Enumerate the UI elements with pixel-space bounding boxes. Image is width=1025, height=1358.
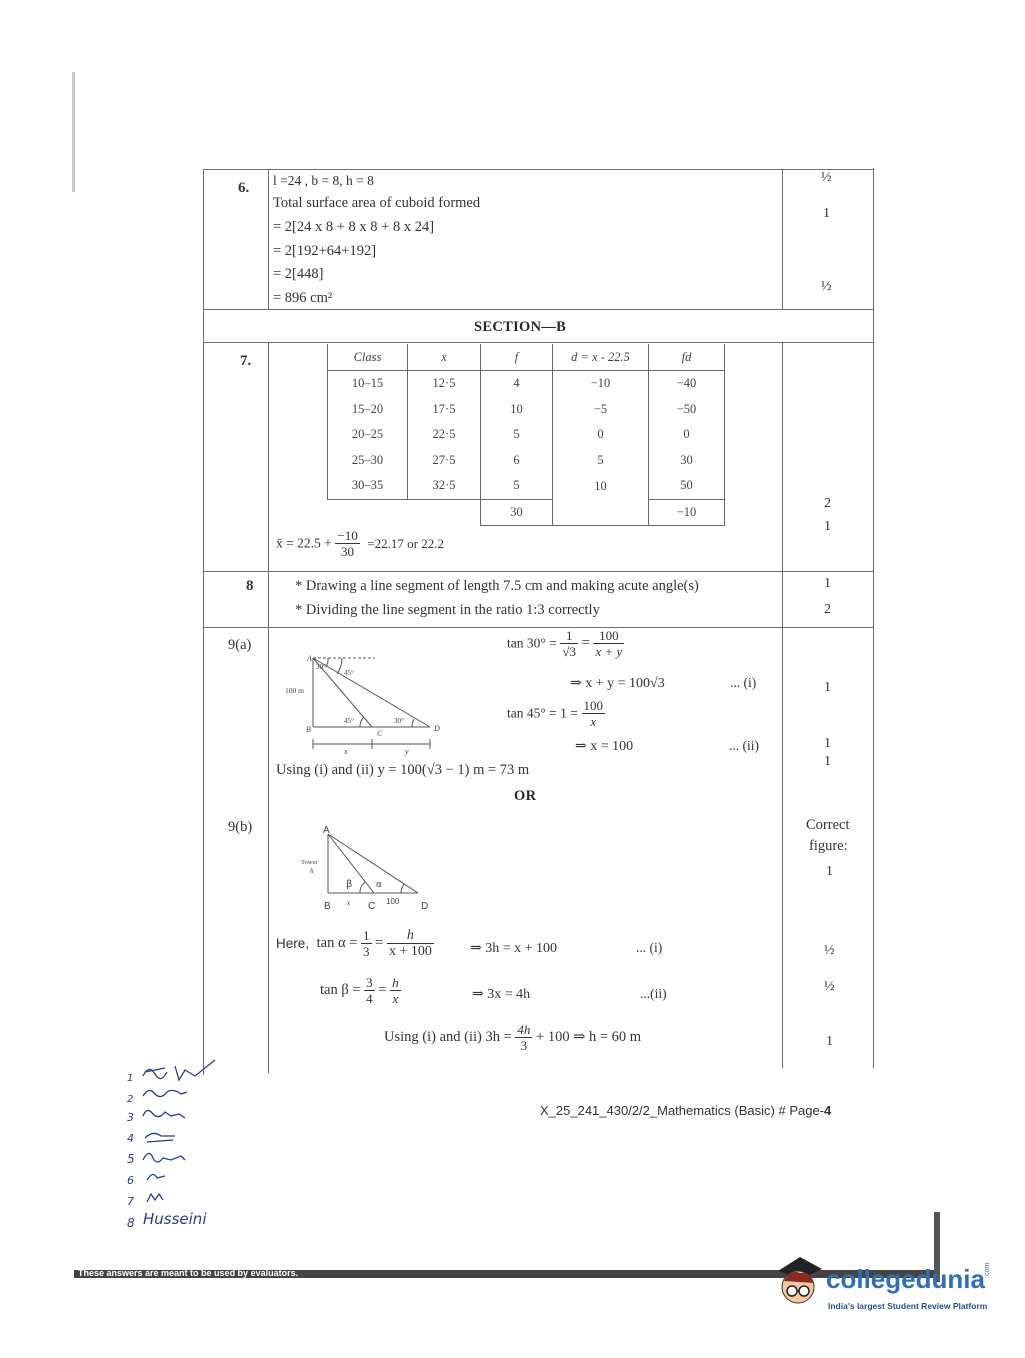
denominator: 3 bbox=[520, 1038, 528, 1053]
fig-beta: β bbox=[346, 879, 353, 890]
result-rhs: + 100 ⇒ h = 60 m bbox=[536, 1029, 642, 1045]
cell: 0 bbox=[649, 422, 725, 448]
eq2-lhs: tan β = bbox=[320, 982, 361, 998]
cell: −50 bbox=[649, 397, 725, 423]
q6-dimensions: l =24 , b = 8, h = 8 bbox=[273, 173, 374, 188]
cell: 32·5 bbox=[408, 473, 481, 499]
q9a-eq1: tan 30° = $\frac{1}{√3}$ = $\frac{100}{x + y}$ bbox=[507, 628, 623, 659]
cell: 0 bbox=[553, 422, 649, 448]
denominator: x + y bbox=[595, 644, 623, 659]
fig-x: x bbox=[347, 899, 351, 907]
sig-number: 8 bbox=[127, 1216, 135, 1230]
signature-scribbles bbox=[135, 1058, 225, 1218]
fig-label-D: D bbox=[421, 901, 429, 912]
fig-label-B: B bbox=[324, 901, 331, 912]
numerator: 1 bbox=[560, 628, 578, 644]
q6-answer: = 896 cm² bbox=[273, 290, 333, 306]
scan-edge-mark bbox=[72, 72, 75, 192]
q9b-eq1-tag: ... (i) bbox=[636, 940, 663, 955]
mean-result: =22.17 or 22.2 bbox=[367, 535, 444, 551]
table-total-row bbox=[328, 499, 725, 526]
table-row bbox=[328, 448, 725, 474]
q9b-eq2: tan β = $\frac{3}{4}$ = $\frac{h}{x}$ bbox=[320, 975, 399, 1006]
cell: 10 bbox=[481, 397, 553, 423]
sig-number: 2 bbox=[127, 1094, 134, 1105]
q9a-mark-2: 1 bbox=[824, 736, 831, 751]
q6-mark-3: ½ bbox=[821, 279, 832, 294]
q9b-mark-3: ½ bbox=[824, 979, 835, 994]
page-id-text: X_25_241_430/2/2_Mathematics (Basic) # Page- bbox=[540, 1103, 825, 1118]
table-row bbox=[328, 473, 725, 499]
mean-lhs: x̄ = 22.5 + bbox=[276, 535, 332, 551]
eq1-lhs: tan 30° = bbox=[507, 635, 557, 651]
cell: 22·5 bbox=[408, 422, 481, 448]
eq1-frac1 bbox=[560, 628, 578, 659]
cell: −5 bbox=[553, 397, 649, 423]
q9a-mark-1: 1 bbox=[824, 680, 831, 695]
question-number-7: 7. bbox=[240, 353, 252, 369]
sig-number: 7 bbox=[127, 1195, 134, 1208]
q9b-mark-figure-1: Correct bbox=[806, 817, 850, 833]
q9b-eq2-rhs: ⇒ 3x = 4h bbox=[472, 987, 531, 1002]
eq1-lhs: tan α = bbox=[316, 935, 358, 951]
q8-point-2: * Dividing the line segment in the ratio 1:3 correctly bbox=[295, 602, 600, 618]
q9b-figure bbox=[298, 820, 438, 915]
denominator: 4 bbox=[366, 991, 373, 1006]
fig-tower: Tower bbox=[301, 859, 318, 866]
fig-label-C: C bbox=[368, 901, 376, 912]
page-identifier bbox=[540, 1103, 831, 1118]
numerator: 100 bbox=[593, 628, 624, 644]
question-number-9b: 9(b) bbox=[228, 819, 253, 835]
or-divider: OR bbox=[514, 788, 537, 804]
fig-100: 100 bbox=[386, 897, 400, 906]
table-row bbox=[328, 422, 725, 448]
numerator: h bbox=[387, 928, 434, 944]
fig-alpha: α bbox=[376, 880, 382, 890]
cell: 15–20 bbox=[328, 397, 408, 423]
q7-mark-1: 2 bbox=[824, 496, 831, 511]
fig-label-A: A bbox=[307, 654, 312, 663]
sig-number: 4 bbox=[127, 1132, 134, 1145]
result-lhs: Using (i) and (ii) 3h = bbox=[384, 1029, 512, 1045]
fig-angle-45b: 45° bbox=[344, 717, 354, 725]
q7-mark-2: 1 bbox=[824, 519, 831, 534]
cell: 27·5 bbox=[408, 448, 481, 474]
sig-number: 3 bbox=[127, 1111, 134, 1124]
fig-label-C: C bbox=[377, 729, 383, 738]
q9a-mark-3: 1 bbox=[824, 754, 831, 769]
cell: 6 bbox=[481, 448, 553, 474]
fig-label-B: B bbox=[306, 725, 311, 734]
cell: −40 bbox=[649, 371, 725, 397]
logo-com: .com bbox=[984, 1262, 991, 1278]
total-fd: −10 bbox=[649, 499, 725, 526]
eq2-frac1 bbox=[364, 975, 375, 1006]
q8-mark-2: 2 bbox=[824, 602, 831, 617]
q6-step3: = 2[448] bbox=[273, 266, 324, 282]
fig-height: 100 m bbox=[285, 686, 304, 695]
numerator: 100 bbox=[583, 698, 603, 713]
numerator: h bbox=[392, 975, 399, 990]
evaluator-note: These answers are meant to be used by evaluators. bbox=[78, 1268, 299, 1278]
cell: 30–35 bbox=[328, 473, 408, 499]
eq1-frac2 bbox=[593, 628, 624, 659]
q9a-eq3 bbox=[507, 698, 605, 729]
cell: 30 bbox=[649, 448, 725, 474]
cell: 20–25 bbox=[328, 422, 408, 448]
fig-label-y: y bbox=[405, 747, 409, 756]
denominator: x bbox=[392, 991, 399, 1006]
page-number: 4 bbox=[824, 1103, 832, 1118]
denominator: 3 bbox=[363, 944, 370, 959]
q6-step2: = 2[192+64+192] bbox=[273, 243, 377, 259]
numerator: 4h bbox=[517, 1022, 531, 1037]
fig-label-D: D bbox=[434, 724, 440, 733]
sig-number: 5 bbox=[127, 1152, 135, 1166]
cell: 4 bbox=[481, 371, 553, 397]
q8-point-1: * Drawing a line segment of length 7.5 cm and making acute angle(s) bbox=[295, 578, 699, 594]
denominator: √3 bbox=[562, 644, 577, 659]
q9a-eq2: ⇒ x + y = 100√3 bbox=[570, 676, 665, 691]
header-fd: fd bbox=[649, 344, 725, 371]
eq2-frac2 bbox=[390, 975, 401, 1006]
numerator: 1 bbox=[363, 928, 370, 943]
fig-angle-30b: 30° bbox=[394, 717, 404, 725]
fig-label-A: A bbox=[323, 825, 330, 836]
cell: 10 bbox=[553, 473, 649, 499]
denominator: x bbox=[590, 714, 597, 729]
section-heading: SECTION—B bbox=[474, 319, 567, 335]
fig-angle-45a: 45° bbox=[344, 669, 354, 677]
cell: 5 bbox=[481, 473, 553, 499]
question-number-9a: 9(a) bbox=[228, 637, 252, 653]
sig-number: 6 bbox=[127, 1174, 134, 1187]
mean-denominator: 30 bbox=[341, 544, 355, 559]
q6-statement: Total surface area of cuboid formed bbox=[273, 195, 481, 211]
mean-numerator: −10 bbox=[337, 528, 358, 543]
q9b-eq1-rhs: ⇒ 3h = x + 100 bbox=[470, 941, 558, 956]
logo-tagline: India's largest Student Review Platform bbox=[828, 1301, 988, 1311]
denominator: x + 100 bbox=[388, 944, 432, 959]
fig-h: h bbox=[310, 867, 314, 875]
cell: −10 bbox=[553, 371, 649, 397]
cell: 50 bbox=[649, 473, 725, 499]
fig-angle-30a: 30° bbox=[316, 663, 326, 671]
header-class: Class bbox=[328, 344, 408, 371]
frequency-table bbox=[327, 344, 725, 526]
q9a-eq2-tag: ... (i) bbox=[730, 675, 757, 690]
cell: 5 bbox=[481, 422, 553, 448]
eq3-frac bbox=[582, 698, 606, 729]
q9b-eq2-tag: ...(ii) bbox=[640, 986, 667, 1001]
question-number-6: 6. bbox=[238, 180, 250, 196]
result-frac bbox=[515, 1022, 532, 1053]
q6-step1: = 2[24 x 8 + 8 x 8 + 8 x 24] bbox=[273, 219, 435, 235]
here-label: Here, bbox=[276, 936, 310, 951]
q7-mean-formula bbox=[276, 528, 444, 559]
q9b-mark-figure-2: figure: bbox=[809, 838, 848, 854]
eq3-lhs: tan 45° = 1 = bbox=[507, 705, 578, 721]
logo-wordmark: collegedunia bbox=[826, 1264, 985, 1294]
cell: 12·5 bbox=[408, 371, 481, 397]
mean-fraction bbox=[335, 528, 359, 559]
table-header-row bbox=[328, 344, 725, 371]
q9a-figure bbox=[280, 650, 450, 760]
cell: 25–30 bbox=[328, 448, 408, 474]
sig-number: 1 bbox=[127, 1073, 134, 1084]
eq1-frac1 bbox=[361, 928, 372, 959]
eq1-frac2 bbox=[387, 928, 434, 959]
numerator: 3 bbox=[366, 975, 373, 990]
q8-mark-1: 1 bbox=[824, 576, 831, 591]
header-x: x bbox=[408, 344, 481, 371]
q9b-mark-4: 1 bbox=[826, 1034, 833, 1049]
total-f: 30 bbox=[481, 499, 553, 526]
question-number-8: 8 bbox=[246, 578, 254, 594]
cell: 5 bbox=[553, 448, 649, 474]
q6-mark-2: 1 bbox=[823, 206, 830, 221]
table-row bbox=[328, 371, 725, 397]
q9b-eq1: Here, tan α = $\frac{1}{3}$ = $\frac{h}{x + 100}$ bbox=[276, 928, 432, 959]
table-row bbox=[328, 397, 725, 423]
signature-last: Husseini bbox=[143, 1210, 207, 1228]
q9a-eq4-tag: ... (ii) bbox=[729, 738, 759, 753]
q9b-mark-1: 1 bbox=[826, 864, 833, 879]
q9b-mark-2: ½ bbox=[824, 943, 835, 958]
cell: 17·5 bbox=[408, 397, 481, 423]
cell: 10–15 bbox=[328, 371, 408, 397]
q6-mark-1: ½ bbox=[821, 170, 832, 185]
q9b-result bbox=[384, 1022, 641, 1053]
fig-label-x: x bbox=[344, 747, 348, 756]
q9a-eq4: ⇒ x = 100 bbox=[575, 739, 634, 754]
q9a-result: Using (i) and (ii) y = 100(√3 − 1) m = 73 m bbox=[276, 762, 530, 778]
header-f: f bbox=[481, 344, 553, 371]
mascot-icon bbox=[770, 1253, 826, 1313]
header-d: d = x - 22.5 bbox=[553, 344, 649, 371]
